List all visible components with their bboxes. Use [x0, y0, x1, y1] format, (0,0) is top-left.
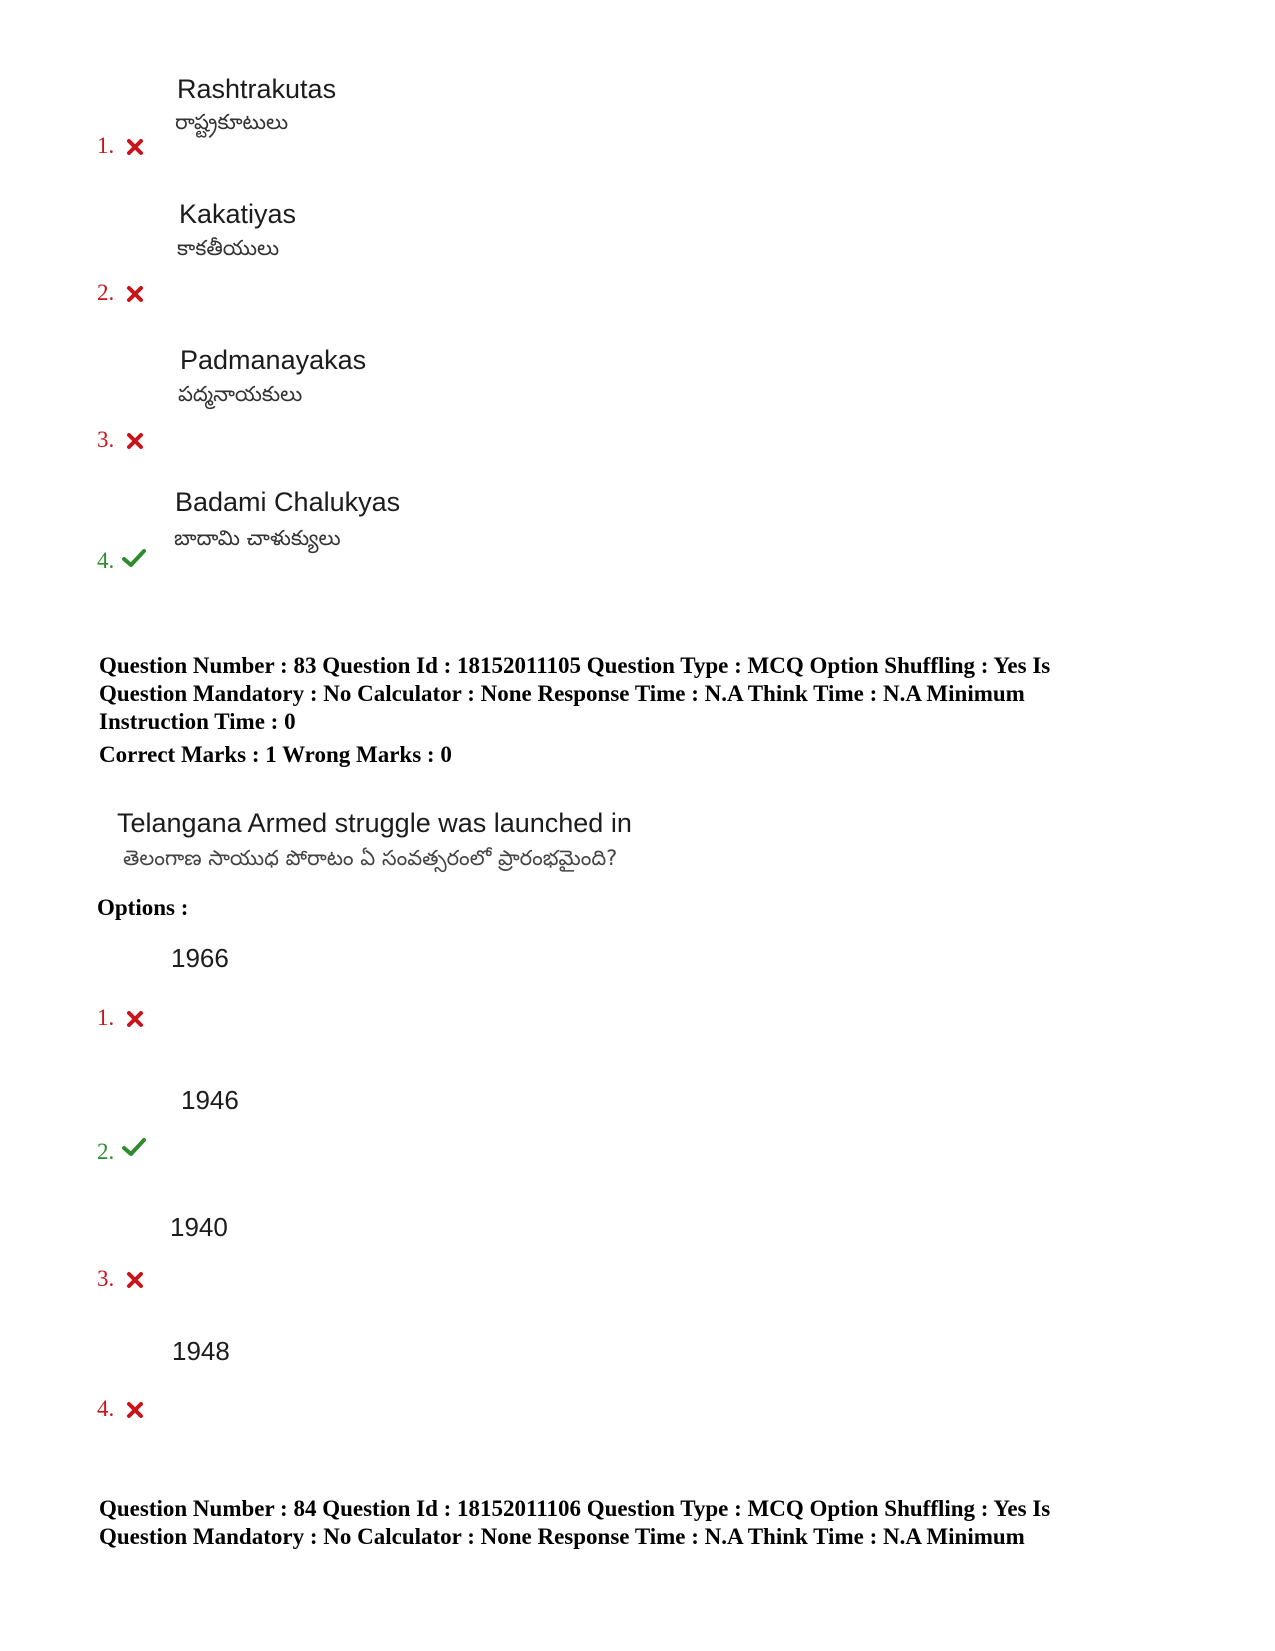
option-number: 4.	[97, 1396, 115, 1421]
option-number: 1.	[97, 133, 115, 158]
question-text-te: తెలంగాణ సాయుధ పోరాటం ఏ సంవత్సరంలో ప్రారంభమైంది?	[123, 846, 618, 870]
option-text-en: Rashtrakutas	[177, 74, 337, 104]
marks-line: Correct Marks : 1 Wrong Marks : 0	[99, 742, 452, 767]
question-header	[99, 1495, 1219, 1551]
cross-icon	[124, 283, 146, 305]
question-meta-line: Question Number : 83 Question Id : 18152011105 Question Type : MCQ Option Shuffling : Yes Is	[99, 653, 1051, 678]
option-number: 1.	[97, 1005, 115, 1030]
question-meta-line: Question Mandatory : No Calculator : None Response Time : N.A Think Time : N.A Minimum	[99, 1524, 1025, 1549]
cross-icon	[124, 1269, 146, 1291]
option-text: 1948	[172, 1336, 230, 1366]
question-meta-line: Question Mandatory : No Calculator : None Response Time : N.A Think Time : N.A Minimum	[99, 681, 1025, 706]
question-meta-line: Question Number : 84 Question Id : 18152011106 Question Type : MCQ Option Shuffling : Yes Is	[99, 1496, 1051, 1521]
option-text-te: రాష్ట్రకూటులు	[175, 110, 289, 134]
cross-icon	[124, 136, 146, 158]
cross-icon	[124, 1399, 146, 1421]
option-number: 2.	[97, 1139, 115, 1164]
options-label: Options :	[97, 895, 189, 920]
option-number: 3.	[97, 1266, 115, 1291]
question-meta-line: Instruction Time : 0	[99, 709, 296, 734]
question-text-en: Telangana Armed struggle was launched in	[117, 808, 632, 838]
option-text-en: Padmanayakas	[180, 345, 367, 375]
option-number: 3.	[97, 427, 115, 452]
cross-icon	[124, 430, 146, 452]
option-number: 2.	[97, 280, 115, 305]
option-text-en: Badami Chalukyas	[175, 487, 401, 517]
option-text-en: Kakatiyas	[179, 199, 297, 229]
cross-icon	[124, 1008, 146, 1030]
option-text: 1940	[170, 1212, 228, 1242]
option-text: 1946	[181, 1085, 239, 1115]
option-text-te: కాకతీయులు	[177, 236, 280, 260]
question-header	[99, 652, 1219, 736]
option-text: 1966	[171, 943, 229, 973]
option-number: 4.	[97, 548, 115, 573]
option-text-te: పద్మనాయకులు	[178, 382, 303, 406]
check-icon	[121, 1136, 147, 1158]
check-icon	[121, 547, 147, 569]
option-text-te: బాదామి చాళుక్యులు	[174, 526, 341, 550]
